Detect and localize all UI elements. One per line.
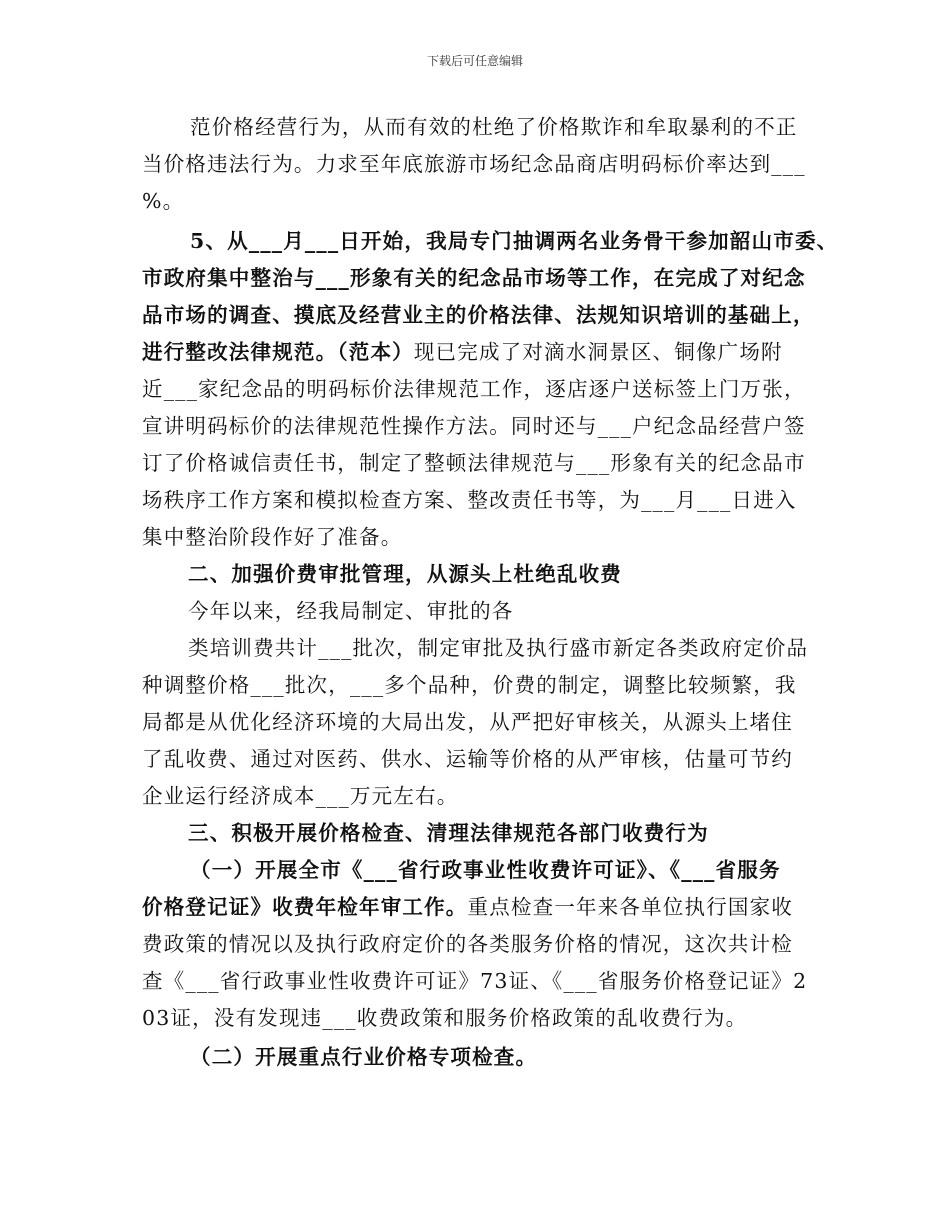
subsection-heading: （一）开展全市《___省行政事业性收费许可证》、《___省服务	[190, 858, 781, 882]
paragraph-line: 种调整价格___批次，___多个品种，价费的制定，调整比较频繁，我	[142, 673, 797, 697]
paragraph-line: 了乱收费、通过对医药、供水、运输等价格的从严审核，估量可节约	[142, 747, 793, 771]
section-heading-end: 进行整改法律规范。（范本）	[142, 340, 414, 364]
paragraph-text: 现已完成了对滴水洞景区、铜像广场附	[413, 340, 783, 364]
paragraph-line: 订了价格诚信责任书，制定了整顿法律规范与___形象有关的纪念品市	[142, 451, 806, 475]
section-heading: 品市场的调查、摸底及经营业主的价格法律、法规知识培训的基础上，	[142, 303, 815, 327]
paragraph-line: 场秩序工作方案和模拟检查方案、整改责任书等，为___月___日进入	[142, 488, 797, 512]
subsection-heading: （二）开展重点行业价格专项检查。	[190, 1045, 538, 1069]
section-title: 三、积极开展价格检查、清理法律规范各部门收费行为	[188, 821, 709, 845]
paragraph-line: 企业运行经济成本___万元左右。	[142, 784, 459, 808]
paragraph-line: 费政策的情况以及执行政府定价的各类服务价格的情况，这次共计检	[142, 932, 793, 956]
paragraph-line: 宣讲明码标价的法律规范性操作方法。同时还与___户纪念品经营户签	[142, 414, 806, 438]
paragraph-line: 当价格违法行为。力求至年底旅游市场纪念品商店明码标价率达到___	[142, 152, 806, 176]
paragraph-line: 局都是从优化经济环境的大局出发，从严把好审核关，从源头上堵住	[142, 710, 793, 734]
section-heading: 5、从___月___日开始，我局专门抽调两名业务骨干参加韶山市委、	[190, 229, 839, 253]
paragraph-line: 范价格经营行为，从而有效的杜绝了价格欺诈和牟取暴利的不正	[190, 115, 798, 139]
paragraph-line: %。	[142, 189, 185, 213]
page-header: 下载后可任意编辑	[426, 54, 523, 68]
section-heading: 市政府集中整治与___形象有关的纪念品市场等工作，在完成了对纪念	[142, 266, 806, 290]
subsection-heading-end: 价格登记证》收费年检年审工作。	[142, 895, 468, 919]
paragraph-line: 类培训费共计___批次，制定审批及执行盛市新定各类政府定价品	[188, 636, 809, 660]
paragraph-text: 重点检查一年来各单位执行国家收	[467, 895, 793, 919]
paragraph-line: 查《___省行政事业性收费许可证》73证、《___省服务价格登记证》2	[142, 969, 808, 993]
paragraph-line: 近___家纪念品的明码标价法律规范工作，逐店逐户送标签上门万张，	[142, 377, 806, 401]
paragraph-line: 集中整治阶段作好了准备。	[142, 525, 403, 549]
paragraph-line: 03证，没有发现违___收费政策和服务价格政策的乱收费行为。	[142, 1006, 748, 1030]
section-title: 二、加强价费审批管理，从源头上杜绝乱收费	[188, 562, 622, 586]
paragraph-line: 今年以来，经我局制定、审批的各	[188, 599, 514, 623]
